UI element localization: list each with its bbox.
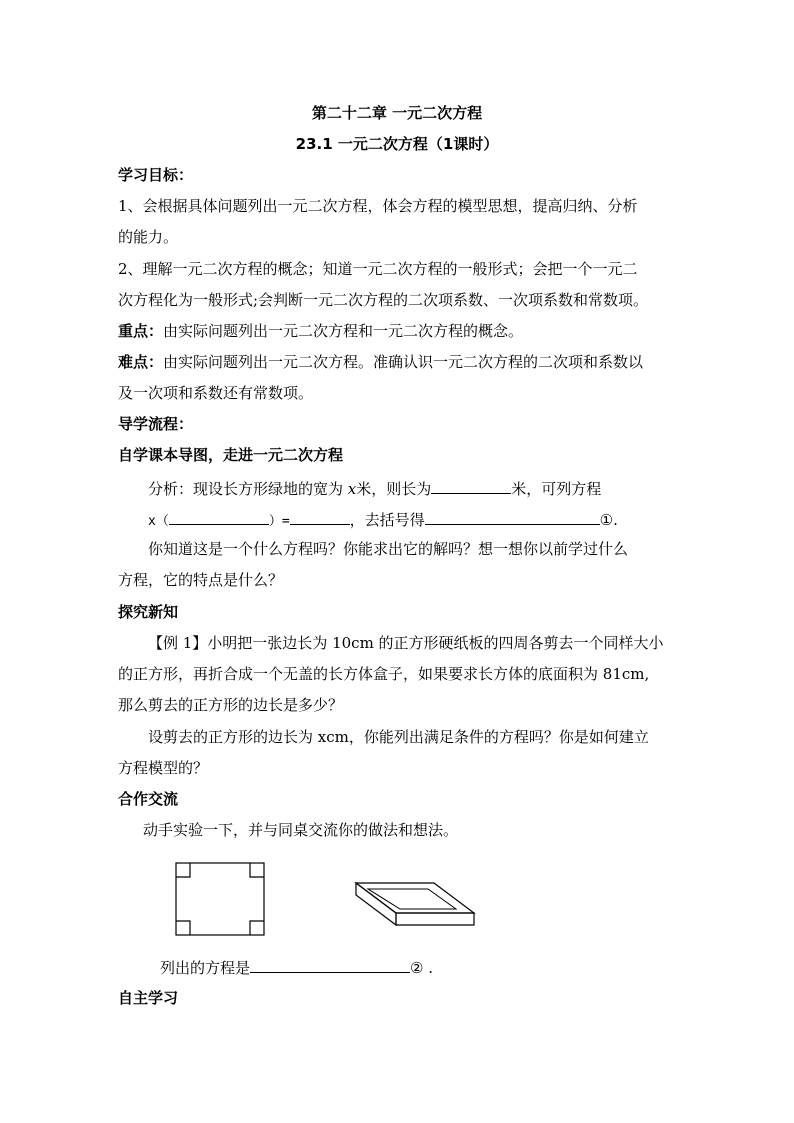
- eq-expand-text: ，去括号得: [349, 511, 425, 529]
- key-point-label: 重点：: [118, 322, 164, 340]
- open-box-figure: [350, 877, 480, 933]
- analysis-line: [148, 477, 601, 499]
- explore-heading: 探究新知: [118, 603, 179, 621]
- example-line-1: 【例 1】小明把一张边长为 10cm 的正方形硬纸板的四周各剪去一个同样大小: [148, 634, 664, 652]
- difficulty-text-line-2: 及一次项和系数还有常数项。: [118, 384, 314, 402]
- eq-marker-1: ①.: [599, 511, 618, 529]
- setup-line-2: 方程模型的？: [118, 759, 209, 777]
- difficulty-text-line-1: 由实际问题列出一元二次方程。准确认识一元二次方程的二次项和系数以: [163, 353, 644, 371]
- blank-equation: [250, 956, 410, 973]
- blank-expanded: [425, 508, 600, 525]
- objective-1-line-1: 1、会根据具体问题列出一元二次方程，体会方程的模型思想，提高归纳、分析: [118, 197, 638, 215]
- key-point: [118, 321, 523, 341]
- analysis-text-c: 米，可列方程: [511, 480, 602, 498]
- objective-2-line-1: 2、理解一元二次方程的概念；知道一元二次方程的一般形式；会把一个一元二: [118, 260, 638, 278]
- equation-line-1: [148, 508, 638, 530]
- cooperate-heading: 合作交流: [118, 790, 179, 808]
- cooperate-text: 动手实验一下，并与同桌交流你的做法和想法。: [143, 821, 459, 839]
- eq-marker-2: ② .: [410, 959, 433, 977]
- eq-close-equals: ）=: [268, 514, 290, 529]
- analysis-text-b: 米，则长为: [356, 480, 432, 498]
- eq-x-open: x（: [148, 514, 169, 529]
- key-point-text: 由实际问题列出一元二次方程和一元二次方程的概念。: [163, 322, 524, 340]
- equation-line-2: [160, 956, 433, 978]
- question-line-2: 方程，它的特点是什么？: [118, 571, 284, 589]
- difficulty: [118, 352, 643, 372]
- section-title: 23.1 一元二次方程（1课时）: [295, 135, 499, 153]
- difficulty-label: 难点：: [118, 353, 164, 371]
- chapter-title: 第二十二章 一元二次方程: [311, 104, 483, 122]
- objectives-heading: 学习目标：: [118, 166, 194, 184]
- equation-label: 列出的方程是: [160, 959, 251, 977]
- example-line-2: 的正方形，再折合成一个无盖的长方体盒子，如果要求长方体的底面积为 81cm,: [118, 665, 650, 683]
- blank-factor: [169, 508, 269, 525]
- setup-line-1: 设剪去的正方形的边长为 xcm，你能列出满足条件的方程吗？你是如何建立: [148, 728, 649, 746]
- variable-x: x: [347, 480, 357, 498]
- objective-1-line-2: 的能力。: [118, 228, 179, 246]
- objective-2-line-2: 次方程化为一般形式;会判断一元二次方程的二次项系数、一次项系数和常数项。: [118, 291, 649, 309]
- blank-product: [290, 508, 350, 525]
- blank-length: [431, 477, 511, 494]
- independent-heading: 自主学习: [118, 989, 179, 1007]
- question-line-1: 你知道这是一个什么方程吗？你能求出它的解吗？想一想你以前学过什么: [148, 540, 629, 558]
- analysis-text-a: 分析：现设长方形绿地的宽为: [148, 480, 344, 498]
- example-line-3: 那么剪去的正方形的边长是多少？: [118, 696, 344, 714]
- self-study-heading: 自学课本导图，走进一元二次方程: [118, 446, 344, 464]
- cut-corner-square-figure: [170, 857, 270, 941]
- guide-heading: 导学流程：: [118, 415, 194, 433]
